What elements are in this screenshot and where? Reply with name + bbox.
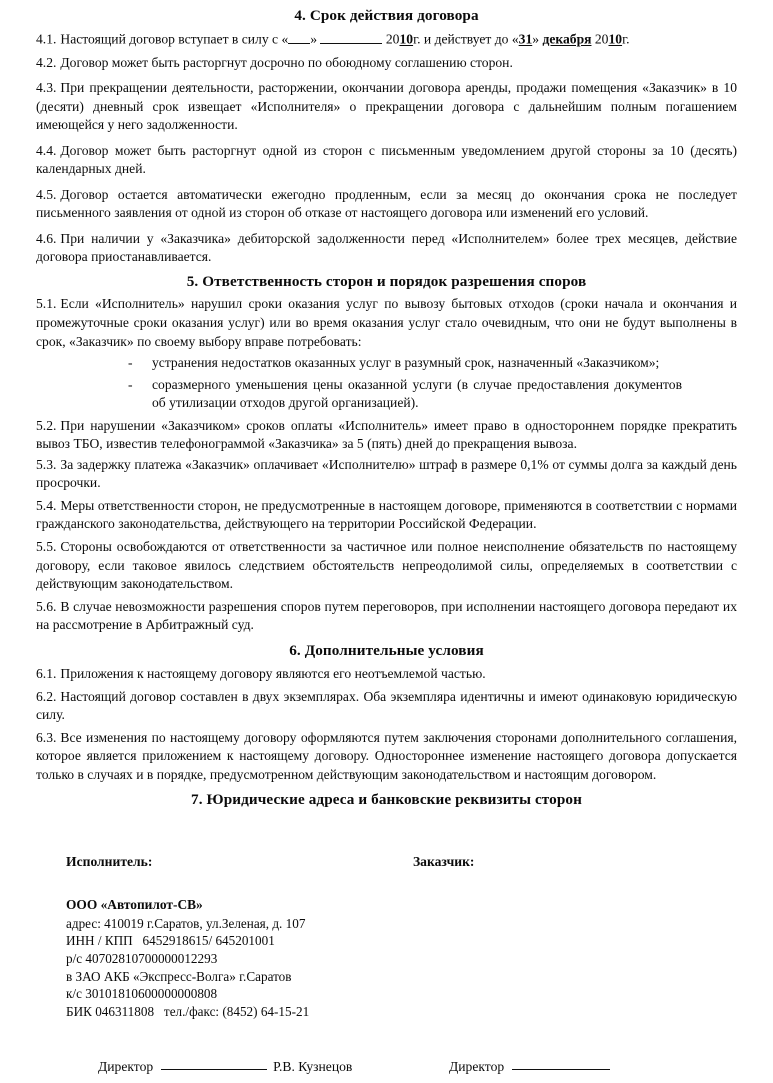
clause-5-1 — [36, 295, 737, 351]
clause-number-5-1: 5.1. — [36, 296, 57, 312]
clause-5-1-text: Если «Исполнитель» нарушил сроки оказания услуг по вывозу бытовых отходов (сроки начала и окончания и промежуточные сроки оказания услуг) или во время оказания услуг стало очевидным, что они не будут выполнены в срок, «Заказчик» по своему выбору вправе потребовать: — [36, 296, 737, 349]
blank-day-field[interactable] — [288, 30, 310, 44]
executor-address: адрес: 410019 г.Саратов, ул.Зеленая, д. 107 — [66, 915, 306, 931]
clause-4-1 — [36, 30, 737, 49]
clause-number-5-5: 5.5. — [36, 538, 57, 554]
clause-4-5-text: Договор остается автоматически ежегодно продленным, если за месяц до окончания срока не последует письменного заявления от одной из сторон об отказе от настоящего договора или изменений его условий. — [36, 186, 737, 221]
clause-4-6-text: При наличии у «Заказчика» дебиторской задолженности перед «Исполнителем» более трех месяцев, действие договора приостанавливается. — [36, 230, 737, 265]
clause-5-3 — [36, 456, 737, 493]
clause-4-6 — [36, 230, 737, 267]
executor-company-name: ООО «Автопилот-СВ» — [66, 896, 203, 912]
list-item — [122, 354, 682, 373]
end-day-value: 31 — [518, 31, 533, 47]
clause-6-3 — [36, 729, 737, 785]
clause-number-5-2: 5.2. — [36, 417, 57, 433]
clause-4-1-text-c: 20 — [382, 31, 400, 47]
clause-number-4-3: 4.3. — [36, 80, 57, 96]
section-heading-5: 5. Ответственность сторон и порядок разрешения споров — [186, 272, 587, 290]
customer-signature-cell — [449, 1057, 616, 1075]
clause-5-4-text: Меры ответственности сторон, не предусмотренные в настоящем договоре, применяются в соответствии с нормами гражданского законодательства, действующего на территории Российской Федерации. — [36, 497, 737, 532]
clause-4-4 — [36, 142, 737, 179]
executor-signature-cell — [98, 1057, 352, 1075]
executor-label: Исполнитель: — [66, 853, 153, 869]
executor-settlement-account: р/с 40702810700000012293 — [66, 951, 218, 967]
clause-5-6 — [36, 598, 737, 635]
clause-number-5-6: 5.6. — [36, 598, 57, 614]
clause-number-5-4: 5.4. — [36, 497, 57, 513]
signature-row — [36, 1057, 737, 1083]
clause-4-1-text-a: Настоящий договор вступает в силу с « — [60, 31, 289, 47]
executor-inn-kpp: ИНН / КПП 6452918615/ 645201001 — [66, 933, 275, 949]
clause-6-3-text: Все изменения по настоящему договору оформляются путем заключения сторонами дополнительного соглашения, которое является приложением к настоящему договору. Одностороннее изменение настоящего договора допускается только в случаях и в порядке, предусмотренном действующим законодательством и настоящим договором. — [36, 729, 737, 782]
executor-bik-and-phone: БИК 046311808 тел./факс: (8452) 64-15-21 — [66, 1003, 310, 1019]
clause-5-2 — [36, 417, 737, 454]
dash-bullet-icon: - — [128, 376, 133, 392]
clause-5-2-text: При нарушении «Заказчиком» сроков оплаты «Исполнитель» имеет право в одностороннем порядке прекратить вывоз ТБО, известив телефонограммой «Заказчика» за 5 (пять) дней до прекращения вывоза. — [36, 417, 737, 452]
clause-5-4 — [36, 497, 737, 534]
customer-signature-line[interactable] — [512, 1057, 610, 1071]
customer-signature-title: Директор — [449, 1058, 505, 1074]
clause-4-1-text-f: 20 — [591, 31, 609, 47]
clause-number-6-3: 6.3. — [36, 729, 57, 745]
requisites-block — [36, 854, 737, 1083]
customer-label: Заказчик: — [413, 853, 475, 869]
clause-4-3 — [36, 79, 737, 135]
list-item-text: устранения недостатков оказанных услуг в разумный срок, назначенный «Заказчиком»; — [152, 355, 660, 371]
clause-number-4-2: 4.2. — [36, 54, 57, 70]
clause-4-1-text-e: » — [532, 31, 543, 47]
clause-4-1-text-d: г. и действует до « — [413, 31, 519, 47]
year-b-value: 10 — [608, 31, 623, 47]
clause-6-1 — [36, 665, 737, 684]
clause-5-1-list — [36, 354, 737, 413]
list-item — [122, 376, 682, 413]
clause-4-4-text: Договор может быть расторгнут одной из сторон с письменным уведомлением другой стороны за 10 (десять) календарных дней. — [36, 142, 737, 177]
executor-signature-line[interactable] — [161, 1057, 267, 1071]
dash-bullet-icon: - — [128, 355, 133, 371]
section-heading-7: 7. Юридические адреса и банковские реквизиты сторон — [191, 791, 582, 809]
year-a-value: 10 — [399, 31, 414, 47]
executor-signature-name: Р.В. Кузнецов — [273, 1058, 353, 1074]
clause-5-3-text: За задержку платежа «Заказчик» оплачивает «Исполнителю» штраф в размере 0,1% от суммы долга за каждый день просрочки. — [36, 456, 737, 491]
end-month-value: декабря — [542, 31, 592, 47]
clause-6-2-text: Настоящий договор составлен в двух экземплярах. Оба экземпляра идентичны и имеют одинаковую юридическую силу. — [36, 688, 737, 723]
section-heading-6: 6. Дополнительные условия — [289, 641, 484, 659]
clause-5-5 — [36, 538, 737, 594]
list-item-text: соразмерного уменьшения цены оказанной услуги (в случае предоставления документов об утилизации отходов другой организацией). — [152, 376, 682, 411]
clause-number-6-1: 6.1. — [36, 666, 57, 682]
clause-number-4-5: 4.5. — [36, 186, 57, 202]
clause-number-6-2: 6.2. — [36, 688, 57, 704]
clause-4-2 — [36, 54, 737, 73]
clause-number-5-3: 5.3. — [36, 456, 57, 472]
clause-number-4-6: 4.6. — [36, 230, 57, 246]
clause-number-4-4: 4.4. — [36, 142, 57, 158]
clause-6-2 — [36, 688, 737, 725]
executor-bank-name: в ЗАО АКБ «Экспресс-Волга» г.Саратов — [66, 968, 292, 984]
party-labels-row — [36, 854, 737, 876]
clause-5-6-text: В случае невозможности разрешения споров путем переговоров, при исполнении настоящего договора передают их на рассмотрение в Арбитражный суд. — [36, 598, 737, 633]
clause-6-1-text: Приложения к настоящему договору являются его неотъемлемой частью. — [60, 666, 486, 682]
clause-number-4-1: 4.1. — [36, 31, 57, 47]
clause-4-1-text-g: г. — [622, 31, 630, 47]
blank-month-field[interactable] — [320, 30, 382, 44]
section-heading-4: 4. Срок действия договора — [294, 7, 479, 24]
clause-4-2-text: Договор может быть расторгнут досрочно по обоюдному соглашению сторон. — [60, 54, 513, 70]
executor-signature-title: Директор — [98, 1058, 154, 1074]
clause-4-3-text: При прекращении деятельности, расторжении, окончании договора аренды, продажи помещения «Заказчик» в 10 (десяти) дневный срок извещает «Исполнителя» о прекращении договора с дальнейшим полным погашением имеющейся у него задолженности. — [36, 80, 737, 133]
clause-4-1-text-b: » — [310, 31, 321, 47]
clause-4-5 — [36, 186, 737, 223]
executor-correspondent-account: к/с 30101810600000000808 — [66, 986, 218, 1002]
clause-5-5-text: Стороны освобождаются от ответственности за частичное или полное неисполнение обязательств по настоящему договору, если таковое явилось следствием обстоятельств непреодолимой силы, определяемых в соответствии с действующим законодательством. — [36, 538, 737, 592]
executor-requisites — [66, 896, 737, 1021]
